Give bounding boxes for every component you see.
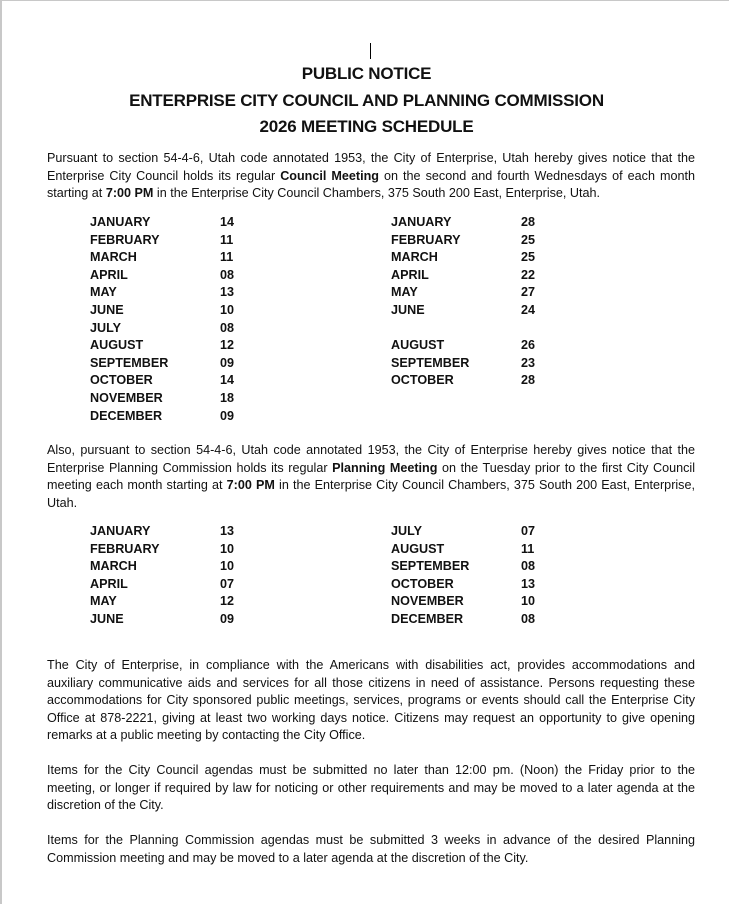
notice-subtitle: ENTERPRISE CITY COUNCIL AND PLANNING COMMISSION: [129, 91, 604, 110]
schedule-row: [90, 355, 290, 373]
month-label: APRIL: [391, 267, 429, 282]
day-value: 14: [220, 373, 235, 388]
month-label: AUGUST: [391, 338, 445, 353]
schedule-row: [391, 284, 591, 302]
day-value: 08: [521, 611, 536, 626]
planning-notice-text-2: on the Tuesday prior to the first City Council meeting each month starting at: [47, 460, 696, 493]
month-label: DECEMBER: [391, 611, 464, 626]
schedule-row: [90, 390, 290, 408]
day-value: 27: [521, 285, 536, 300]
day-value: 08: [220, 267, 235, 282]
month-label: FEBRUARY: [90, 541, 160, 556]
day-value: 24: [521, 302, 536, 317]
schedule-row: [90, 558, 290, 576]
month-label: JANUARY: [391, 215, 452, 229]
council-meeting-time: 7:00 PM: [105, 186, 154, 201]
day-value: 11: [521, 541, 535, 556]
month-label: JUNE: [90, 611, 124, 626]
month-label: JUNE: [90, 302, 124, 317]
schedule-row: [90, 372, 290, 390]
month-label: OCTOBER: [90, 373, 153, 388]
month-label: JUNE: [391, 302, 425, 317]
schedule-row: [391, 593, 591, 611]
schedule-row: [391, 611, 591, 629]
day-value: 08: [220, 320, 235, 335]
day-value: 11: [220, 232, 234, 247]
day-value: 10: [220, 559, 235, 574]
council-second-meetings-list: [391, 214, 591, 390]
month-label: MAY: [391, 285, 418, 300]
day-value: 09: [220, 408, 235, 423]
day-value: 07: [521, 524, 536, 538]
month-label: SEPTEMBER: [90, 355, 169, 370]
council-first-meetings-list: [90, 214, 290, 425]
schedule-row: [90, 320, 290, 338]
month-label: NOVEMBER: [391, 594, 464, 609]
month-label: AUGUST: [90, 338, 144, 353]
day-value: 25: [521, 232, 536, 247]
month-label: APRIL: [90, 267, 128, 282]
day-value: 09: [220, 355, 235, 370]
schedule-row: [90, 214, 290, 232]
planning-notice-text-3: in the Enterprise City Council Chambers, 375 South 200 East, Enterprise, Utah.: [47, 478, 695, 510]
council-notice-text-2: on the second and fourth Wednesdays of each month starting at: [47, 168, 695, 201]
month-label: JULY: [90, 320, 122, 335]
month-label: OCTOBER: [391, 576, 454, 591]
day-value: 13: [220, 524, 235, 538]
month-label: MAY: [90, 285, 117, 300]
day-value: 14: [220, 215, 235, 229]
day-value: 10: [220, 541, 235, 556]
schedule-row: [391, 576, 591, 594]
month-label: SEPTEMBER: [391, 355, 470, 370]
schedule-row: [90, 576, 290, 594]
schedule-row: [391, 337, 591, 355]
day-value: 28: [521, 215, 536, 229]
planning-notice-paragraph: [47, 442, 695, 512]
schedule-row: [391, 372, 591, 390]
month-label: JANUARY: [90, 524, 151, 538]
day-value: 18: [220, 390, 235, 405]
month-label: NOVEMBER: [90, 390, 163, 405]
day-value: 07: [220, 576, 235, 591]
council-agenda-notice-paragraph: Items for the City Council agendas must be submitted no later than 12:00 pm. (Noon) the Friday prior to the meeting, or longer if required by law for noticing or other requirements and may be moved to a later agenda at the discretion of the City.: [47, 763, 695, 813]
council-notice-text-3: in the Enterprise City Council Chambers, 375 South 200 East, Enterprise, Utah.: [153, 186, 601, 201]
ada-notice-paragraph: The City of Enterprise, in compliance with the Americans with disabilities act, provides accommodations and auxiliary communicative aids and services for all those citizens in need of assistance. Persons requesting these accommodations for City sponsored public meetings, services, programs or events should call the Enterprise City Office at 878-2221, giving at least two working days notice. Citizens may request an opportunity to give opening remarks at a public meeting by contacting the City Office.: [47, 658, 695, 743]
planning-schedule-left-list: [90, 523, 290, 629]
month-label: FEBRUARY: [391, 232, 461, 247]
schedule-row: [90, 267, 290, 285]
month-label: MARCH: [90, 559, 137, 574]
schedule-row: [90, 408, 290, 426]
schedule-row: [90, 302, 290, 320]
schedule-row: [391, 541, 591, 559]
day-value: 12: [220, 594, 235, 609]
schedule-row: [391, 302, 591, 320]
schedule-row: [90, 593, 290, 611]
schedule-row: [391, 267, 591, 285]
day-value: 23: [521, 355, 536, 370]
month-label: APRIL: [90, 576, 128, 591]
planning-meeting-time: 7:00 PM: [226, 478, 275, 493]
text-cursor: [370, 43, 371, 59]
month-label: MARCH: [90, 250, 137, 265]
schedule-row: [391, 523, 591, 541]
day-value: 13: [521, 576, 536, 591]
schedule-row: [90, 541, 290, 559]
month-label: JANUARY: [90, 215, 151, 229]
month-label: MARCH: [391, 250, 438, 265]
day-value: 22: [521, 267, 536, 282]
day-value: 10: [220, 302, 235, 317]
month-label: DECEMBER: [90, 408, 163, 423]
day-value: 08: [521, 559, 536, 574]
schedule-row: [90, 249, 290, 267]
month-label: FEBRUARY: [90, 232, 160, 247]
day-value: 11: [220, 250, 234, 265]
schedule-row-empty: [391, 320, 591, 338]
schedule-row: [90, 284, 290, 302]
notice-title: PUBLIC NOTICE: [301, 64, 432, 83]
schedule-row: [391, 249, 591, 267]
council-notice-paragraph: [47, 150, 695, 203]
schedule-row: [90, 232, 290, 250]
day-value: 10: [521, 594, 536, 609]
planning-schedule-right-list: [391, 523, 591, 629]
schedule-row: [90, 337, 290, 355]
planning-meeting-label: Planning Meeting: [332, 460, 438, 475]
schedule-row: [391, 355, 591, 373]
day-value: 25: [521, 250, 536, 265]
schedule-row: [391, 558, 591, 576]
month-label: AUGUST: [391, 541, 445, 556]
day-value: 12: [220, 338, 235, 353]
council-meeting-label: Council Meeting: [280, 168, 379, 183]
day-value: 09: [220, 611, 235, 626]
schedule-row: [90, 611, 290, 629]
schedule-row: [391, 232, 591, 250]
month-label: OCTOBER: [391, 373, 454, 388]
planning-notice-text-1: Also, pursuant to section 54-4-6, Utah code annotated 1953, the City of Enterprise hereby gives notice that the Enterprise Planning Commission holds its regular: [47, 443, 695, 475]
month-label: JULY: [391, 524, 423, 538]
council-notice-text-1: Pursuant to section 54-4-6, Utah code annotated 1953, the City of Enterprise, Utah hereby gives notice that the Enterprise City Council holds its regular: [47, 151, 695, 183]
day-value: 28: [521, 373, 536, 388]
planning-agenda-notice-paragraph: Items for the Planning Commission agendas must be submitted 3 weeks in advance of the desired Planning Commission meeting and may be moved to a later agenda at the discretion of the City.: [47, 833, 695, 865]
schedule-title: 2026 MEETING SCHEDULE: [259, 117, 474, 136]
day-value: 26: [521, 338, 536, 353]
schedule-row: [90, 523, 290, 541]
month-label: SEPTEMBER: [391, 559, 470, 574]
day-value: 13: [220, 285, 235, 300]
schedule-row: [391, 214, 591, 232]
month-label: MAY: [90, 594, 117, 609]
